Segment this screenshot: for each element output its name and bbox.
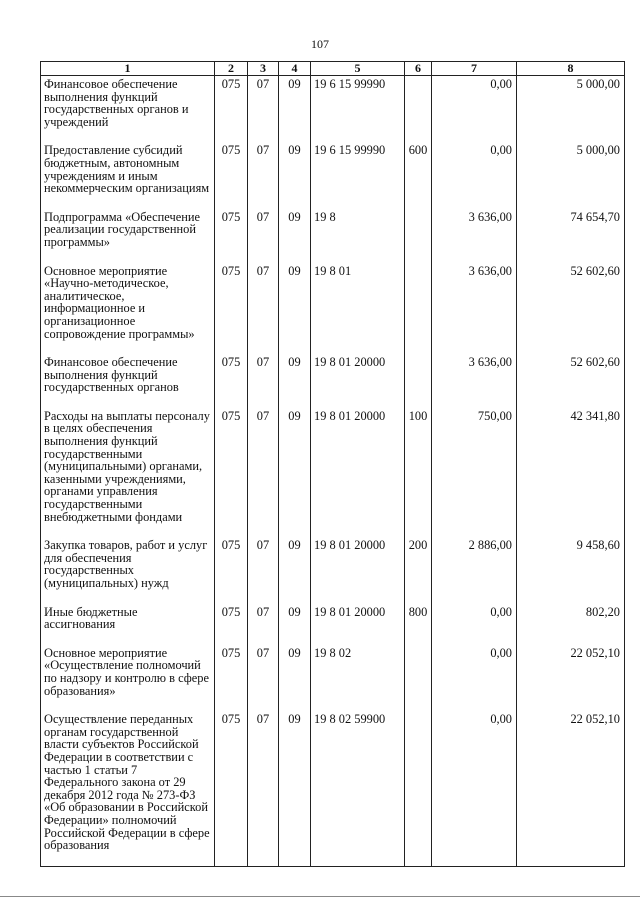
- target-article-code: 19 8 01 20000: [311, 354, 405, 408]
- amount-column-7: 0,00: [432, 142, 517, 208]
- gov-code: 075: [215, 408, 248, 537]
- amount-column-8: 802,20: [517, 604, 625, 645]
- table-row: [41, 537, 625, 603]
- table-row: [41, 263, 625, 355]
- section-code: 07: [248, 537, 279, 603]
- subsection-code: 09: [279, 76, 311, 143]
- table-row: [41, 142, 625, 208]
- table-row: [41, 408, 625, 537]
- gov-code: 075: [215, 263, 248, 355]
- table-row: [41, 604, 625, 645]
- subsection-code: 09: [279, 354, 311, 408]
- item-name: Основное мероприятие «Осуществление полномочий по надзору и контролю в сфере образования»: [41, 645, 215, 711]
- amount-column-7: 3 636,00: [432, 354, 517, 408]
- expense-type-code: 200: [405, 537, 432, 603]
- amount-column-7: 0,00: [432, 711, 517, 866]
- subsection-code: 09: [279, 711, 311, 866]
- amount-column-7: 0,00: [432, 76, 517, 143]
- amount-column-8: 42 341,80: [517, 408, 625, 537]
- gov-code: 075: [215, 645, 248, 711]
- section-code: 07: [248, 354, 279, 408]
- subsection-code: 09: [279, 142, 311, 208]
- target-article-code: 19 8 01 20000: [311, 408, 405, 537]
- gov-code: 075: [215, 354, 248, 408]
- amount-column-8: 22 052,10: [517, 711, 625, 866]
- item-name: Иные бюджетные ассигнования: [41, 604, 215, 645]
- item-name: Финансовое обеспечение выполнения функций государственных органов и учреждений: [41, 76, 215, 143]
- target-article-code: 19 8 01 20000: [311, 604, 405, 645]
- amount-column-7: 3 636,00: [432, 209, 517, 263]
- gov-code: 075: [215, 604, 248, 645]
- subsection-code: 09: [279, 263, 311, 355]
- budget-table: [40, 61, 625, 867]
- column-header: 1: [41, 62, 215, 76]
- item-name: Подпрограмма «Обеспечение реализации государственной программы»: [41, 209, 215, 263]
- item-name: Расходы на выплаты персоналу в целях обеспечения выполнения функций государственными (муниципальными) органами, казенными учреждениями, органами управления государственными внебюджетными фондами: [41, 408, 215, 537]
- item-name: Осуществление переданных органам государственной власти субъектов Российской Федерации в соответствии с частью 1 статьи 7 Федерального закона от 29 декабря 2012 года № 273-ФЗ «Об образовании в Российской Федерации» полномочий Российской Федерации в сфере образования: [41, 711, 215, 866]
- table-header-row: [41, 62, 625, 76]
- item-name: Финансовое обеспечение выполнения функций государственных органов: [41, 354, 215, 408]
- section-code: 07: [248, 408, 279, 537]
- target-article-code: 19 6 15 99990: [311, 142, 405, 208]
- target-article-code: 19 6 15 99990: [311, 76, 405, 143]
- amount-column-7: 0,00: [432, 645, 517, 711]
- expense-type-code: [405, 645, 432, 711]
- expense-type-code: 100: [405, 408, 432, 537]
- subsection-code: 09: [279, 604, 311, 645]
- section-code: 07: [248, 209, 279, 263]
- amount-column-8: 5 000,00: [517, 142, 625, 208]
- column-header: 3: [248, 62, 279, 76]
- column-header: 6: [405, 62, 432, 76]
- table-row: [41, 76, 625, 143]
- gov-code: 075: [215, 537, 248, 603]
- gov-code: 075: [215, 76, 248, 143]
- column-header: 8: [517, 62, 625, 76]
- amount-column-8: 5 000,00: [517, 76, 625, 143]
- table-row: [41, 645, 625, 711]
- gov-code: 075: [215, 209, 248, 263]
- target-article-code: 19 8 02: [311, 645, 405, 711]
- page-bottom-rule: [0, 896, 640, 897]
- target-article-code: 19 8 02 59900: [311, 711, 405, 866]
- item-name: Предоставление субсидий бюджетным, автономным учреждениям и иным некоммерческим организациям: [41, 142, 215, 208]
- column-header: 2: [215, 62, 248, 76]
- amount-column-7: 3 636,00: [432, 263, 517, 355]
- amount-column-8: 22 052,10: [517, 645, 625, 711]
- section-code: 07: [248, 645, 279, 711]
- gov-code: 075: [215, 142, 248, 208]
- subsection-code: 09: [279, 209, 311, 263]
- expense-type-code: 600: [405, 142, 432, 208]
- section-code: 07: [248, 604, 279, 645]
- amount-column-7: 750,00: [432, 408, 517, 537]
- item-name: Закупка товаров, работ и услуг для обеспечения государственных (муниципальных) нужд: [41, 537, 215, 603]
- expense-type-code: [405, 711, 432, 866]
- target-article-code: 19 8 01: [311, 263, 405, 355]
- expense-type-code: 800: [405, 604, 432, 645]
- section-code: 07: [248, 76, 279, 143]
- expense-type-code: [405, 76, 432, 143]
- subsection-code: 09: [279, 537, 311, 603]
- amount-column-8: 52 602,60: [517, 354, 625, 408]
- target-article-code: 19 8: [311, 209, 405, 263]
- amount-column-8: 52 602,60: [517, 263, 625, 355]
- subsection-code: 09: [279, 408, 311, 537]
- column-header: 7: [432, 62, 517, 76]
- table-row: [41, 711, 625, 866]
- expense-type-code: [405, 209, 432, 263]
- expense-type-code: [405, 354, 432, 408]
- table-row: [41, 354, 625, 408]
- item-name: Основное мероприятие «Научно-методическое, аналитическое, информационное и организационное сопровождение программы»: [41, 263, 215, 355]
- section-code: 07: [248, 142, 279, 208]
- section-code: 07: [248, 711, 279, 866]
- page-number: 107: [311, 37, 329, 51]
- amount-column-7: 0,00: [432, 604, 517, 645]
- subsection-code: 09: [279, 645, 311, 711]
- column-header: 4: [279, 62, 311, 76]
- gov-code: 075: [215, 711, 248, 866]
- section-code: 07: [248, 263, 279, 355]
- target-article-code: 19 8 01 20000: [311, 537, 405, 603]
- amount-column-7: 2 886,00: [432, 537, 517, 603]
- column-header: 5: [311, 62, 405, 76]
- expense-type-code: [405, 263, 432, 355]
- amount-column-8: 74 654,70: [517, 209, 625, 263]
- amount-column-8: 9 458,60: [517, 537, 625, 603]
- table-row: [41, 209, 625, 263]
